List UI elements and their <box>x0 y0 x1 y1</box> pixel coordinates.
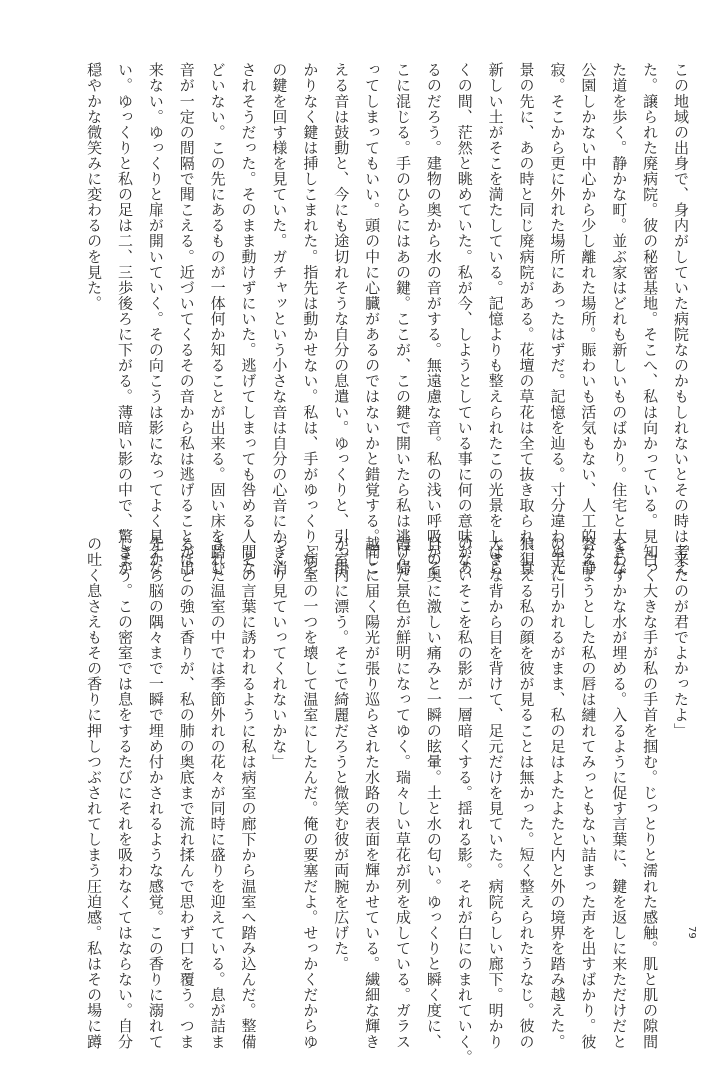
text-column: っくり見ていってくれないかな」 <box>270 536 289 770</box>
text-column: ってしまってもいい。頭の中に心臓があるのではないかと錯覚する。聞こ <box>363 62 382 576</box>
text-column: どいない。この先にあるものが一体何か知ることが出来る。固い床を踏む <box>208 62 227 576</box>
bottom-text-block <box>85 536 696 1065</box>
text-column: された温室の中では季節外れの花々が同時に盛りを迎えている。息が詰ま <box>208 536 227 1050</box>
text-column: 越しに届く陽光が張り巡らされた水路の表面を輝かせている。繊細な輝き <box>363 536 382 1050</box>
text-column: が室内に漂う。そこで綺麗だろうと微笑む彼が両腕を広げた。 <box>332 536 351 972</box>
text-column: こに混じる。手のひらにはあの鍵。ここが、この鍵で開いたら私は逃げ帰 <box>393 62 412 576</box>
text-column: 「病室の一つを壊して温室にしたんだ。俺の要塞だよ。せっかくだからゆ <box>301 536 320 1050</box>
text-column: るほどの強い香りが、私の肺の奥底まで流れ揉んで思わず口を覆う。つま <box>177 536 196 1050</box>
text-column: の鍵を回す様を見ていた。ガチャッという小さな音は自分の心音にかき消 <box>270 62 289 576</box>
text-column: 新しい土がそこを満たしている。記憶よりも整えられたこの光景をしばら <box>486 62 505 576</box>
text-column: この地域の出身で、身内がしていた病院なのかもしれないとその時は考え <box>672 62 690 576</box>
text-column: 先から脳の隅々まで一瞬で埋め付かされるような感覚。この香りに溺れて <box>146 536 165 1050</box>
text-column: 目の奥に激しい痛みと一瞬の眩暈。土と水の匂い。ゆっくりと瞬く度に、 <box>424 536 443 1050</box>
text-column: た道を歩く。静かな町。並ぶ家はどれも新しいものばかり。住宅と大きな <box>610 62 629 576</box>
text-column: くの間、茫然と眺めていた。私が今、しようとしている事に何の意味があ <box>455 62 474 576</box>
text-column: その言葉に誘われるように私は病室の廊下から温室へ踏み込んだ。整備 <box>239 536 258 1050</box>
text-column: える音は鼓動と、今にも途切れそうな自分の息遣い。ゆっくりと、引っ掛 <box>332 62 351 576</box>
text-column: 穏やかな微笑みに変わるのを見た。 <box>85 62 104 311</box>
text-column: 狼狽える私の顔を彼が見ることは無かった。短く整えられたうなじ。彼の <box>517 536 536 1050</box>
text-column: 答えようとした私の唇は縺れてみっともない詰まった声を出すばかり。彼 <box>579 536 598 1050</box>
text-column: 白く大きな手が私の手首を掴む。じっとりと濡れた感触。肌と肌の隙間 <box>641 536 660 1050</box>
text-column: をわずかな水が埋める。入るように促す言葉に、鍵を返しに来ただけだと <box>610 536 629 1050</box>
text-column: 霞んだ景色が鮮明になってゆく。瑞々しい草花が列を成している。ガラス <box>393 536 412 1050</box>
text-column: るのだろう。建物の奥から水の音がする。無遠慮な音。私の浅い呼吸がそ <box>424 62 443 576</box>
page-number: 79 <box>686 926 697 939</box>
text-column: た。譲られた廃病院。彼の秘密基地。そこへ、私は向かっている。見知っ <box>641 62 660 576</box>
text-column: 音が一定の間隔で聞こえる。近づいてくるその音から私は逃げることが出 <box>177 62 196 576</box>
text-column: 来ない。ゆっくりと扉が開いていく。その向こうは影になってよく見えな <box>146 62 165 576</box>
text-column: の手に引かれるがまま、私の足はよたよたと内と外の境界を踏み越えた。 <box>548 536 567 1050</box>
text-column: かりなく鍵は挿しこまれた。指先は動かせない。私は、手がゆっくりとそ <box>301 62 320 576</box>
text-column: 景の先に、あの時と同じ廃病院がある。花壇の草花は全て抜き取られ、真 <box>517 62 536 576</box>
text-column: されそうだった。そのまま動けずにいた。逃げてしまっても咎める人間な <box>239 62 258 576</box>
text-column: 寂。そこから更に外れた場所にあったはずだ。記憶を辿る。寸分違わぬ光 <box>548 62 567 576</box>
text-column: の吐く息さえもその香りに押しつぶされてしまう圧迫感。私はその場に蹲 <box>85 536 104 1050</box>
text-column: い。ゆっくりと私の足は二、三歩後ろに下がる。薄暗い影の中で、驚きが <box>115 62 134 576</box>
text-column: 「来たのが君でよかったよ」 <box>672 536 690 739</box>
text-column: のないそこを私の影が一層暗くする。揺れる影。それが白にのまれていく。 <box>455 536 474 1065</box>
top-text-block <box>85 62 696 576</box>
text-column: 大きな背から目を背けて、足元だけを見ていた。病院らしい廊下。明かり <box>486 536 505 1050</box>
text-column: しまう。この密室では息をするたびにそれを吸わなくてはならない。自分 <box>115 536 134 1050</box>
text-column: 公園しかない中心から少し離れた場所。賑わいも活気もない、人工的な静 <box>579 62 598 576</box>
